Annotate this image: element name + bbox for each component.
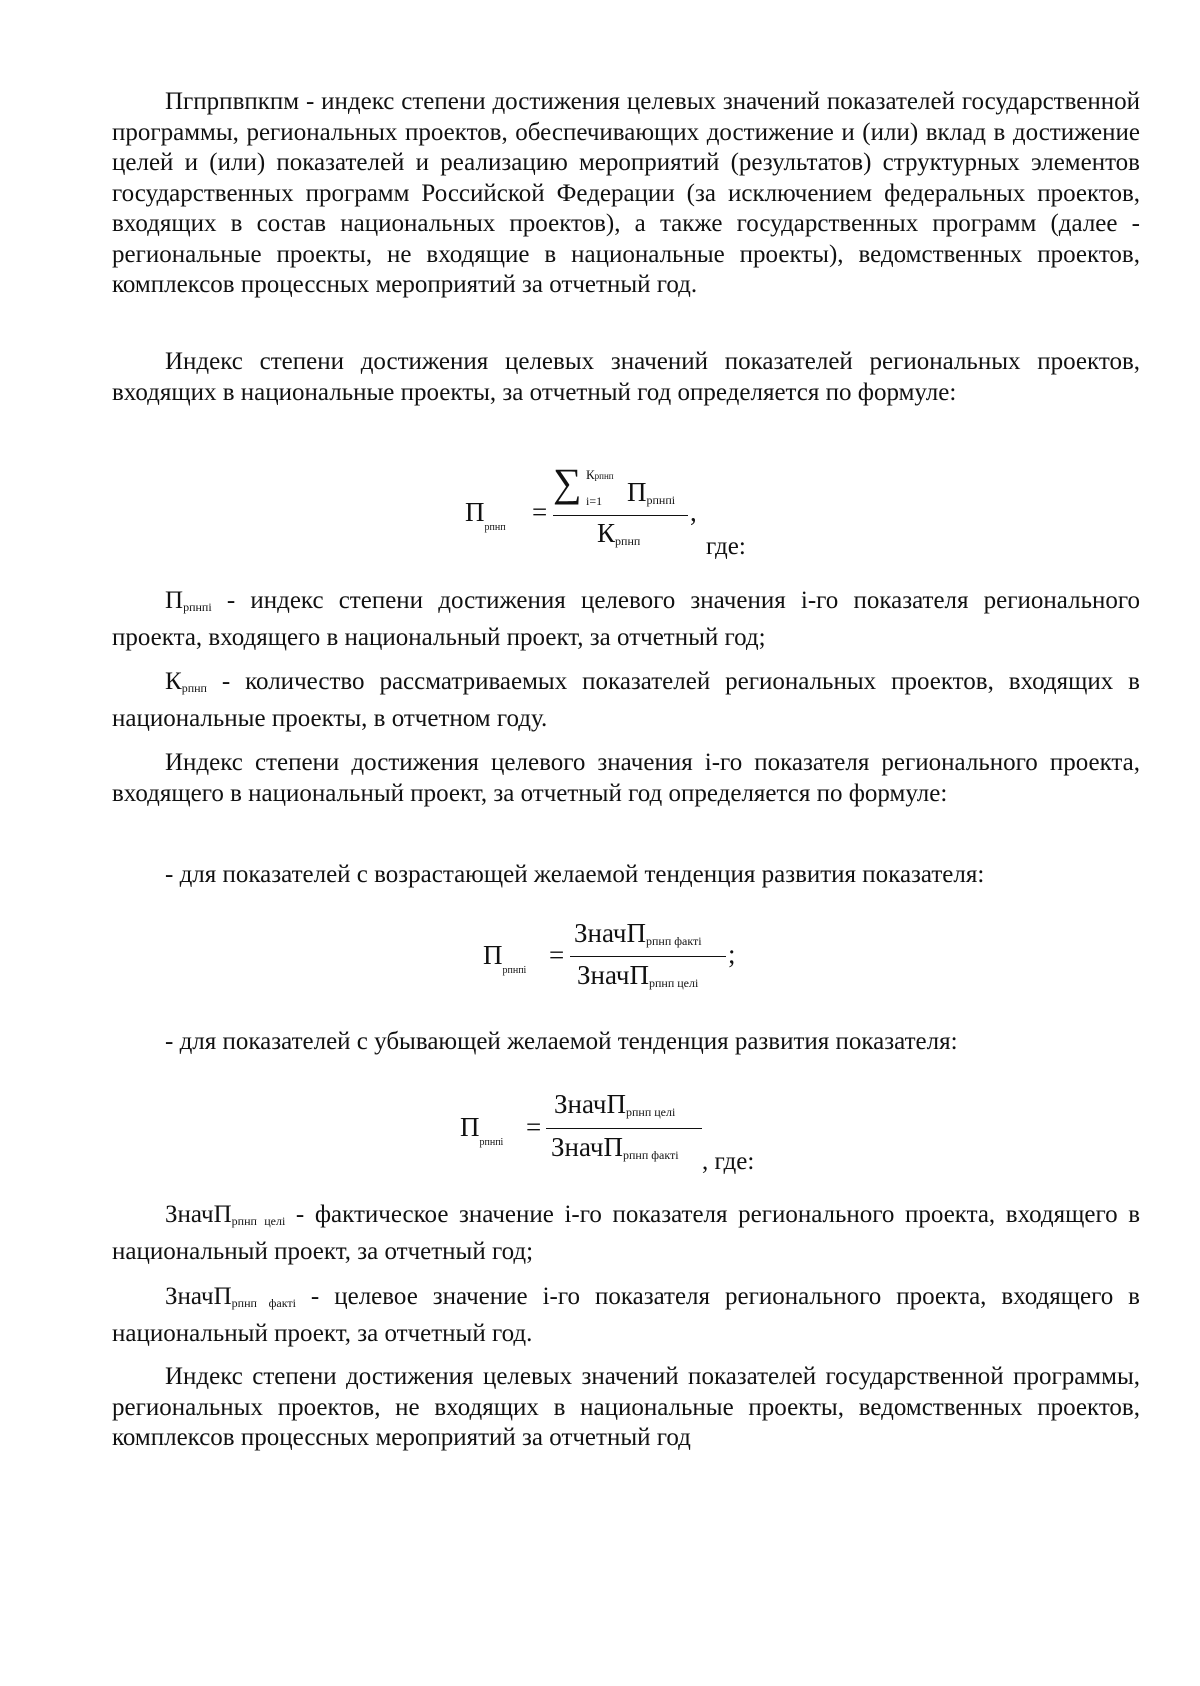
formula-3-where: , где:: [702, 1148, 755, 1175]
sum-upper: Крпнп: [586, 467, 614, 482]
paragraph-text: - для показателей с возрастающей желаемой тенденция развития показателя:: [165, 861, 985, 888]
paragraph-definition-znach-fakt: [112, 1282, 1140, 1349]
formula-1-denominator: $К_{рпнп}$: [597, 518, 641, 548]
numerator-term: $П_{рпнпі}$: [627, 477, 676, 507]
paragraph-text: - для показателей с убывающей желаемой тенденция развития показателя:: [165, 1028, 958, 1055]
sum-symbol: ∑: [553, 460, 582, 505]
paragraph-definition-znach-celi: [112, 1200, 1140, 1267]
formula-1-numerator: [553, 460, 676, 508]
term: ЗначП$_{рпнп целі}$: [165, 1201, 286, 1228]
paragraph-intro-formula-2: [112, 748, 1140, 809]
paragraph-intro-next: [112, 1362, 1140, 1454]
formula-3-numerator: ЗначП$_{рпнп целі}$: [554, 1089, 676, 1119]
paragraph-definition-index: [112, 87, 1140, 301]
term: $П_{рпнпі}$: [165, 587, 212, 614]
formula-2-equals: =: [549, 940, 565, 970]
formula-3-lhs: $П_{рпнпі}$: [460, 1112, 504, 1148]
paragraph-text: - целевое значение і-го показателя регионального проекта, входящего в национальный проект, за отчетный год.: [112, 1283, 1140, 1347]
fraction-line: [570, 956, 726, 957]
formula-2-semicolon: ;: [728, 939, 736, 969]
paragraph-intro-formula-1: [112, 347, 1140, 408]
formula-3-equals: =: [526, 1112, 542, 1142]
formula-1-lhs: $П_{рпнп}$: [465, 497, 506, 533]
formula-1-equals: =: [532, 497, 548, 527]
formula-1-comma: ,: [690, 497, 697, 527]
paragraph-text: Индекс степени достижения целевого значения і-го показателя регионального проекта, входящего в национальный проект, за отчетный год определяется по формуле:: [112, 749, 1140, 807]
paragraph-text: - фактическое значение і-го показателя регионального проекта, входящего в национальный проект, за отчетный год;: [112, 1201, 1140, 1265]
formula-2-denominator: ЗначП$_{рпнп целі}$: [577, 960, 699, 990]
formula-1-where: где:: [706, 533, 746, 560]
term: $К_{рпнп}$: [165, 668, 207, 695]
paragraph-text: - индекс степени достижения целевых значений показателей государственной программы, региональных проектов, обеспечивающих достижение и (или) вклад в достижение целей и (или) показателей и реализацию мероприятий (результатов) структурных элементов государственных программ Российской Федерации (за исключением федеральных проектов, входящих в состав национальных проектов), а также государственных программ (далее - региональные проекты, не входящие в национальные проекты), ведомственных проектов, комплексов процессных мероприятий за отчетный год.: [112, 88, 1140, 298]
paragraph-text: Индекс степени достижения целевых значений показателей региональных проектов, входящих в национальные проекты, за отчетный год определяется по формуле:: [112, 348, 1140, 406]
fraction-line: [553, 515, 688, 516]
formula-3-denominator: ЗначП$_{рпнп фактi}$: [551, 1132, 679, 1162]
paragraph-definition-k-rpnp: [112, 667, 1140, 734]
paragraph-decreasing-trend: [112, 1027, 1140, 1058]
paragraph-definition-p-rpnpi: [112, 586, 1140, 653]
formula-2-numerator: ЗначП$_{рпнп фактi}$: [574, 918, 702, 948]
paragraph-text: - индекс степени достижения целевого значения і-го показателя регионального проекта, входящего в национальный проект, за отчетный год;: [112, 587, 1140, 651]
term: Пгпрпвпкпм: [165, 88, 300, 115]
paragraph-text: Индекс степени достижения целевых значений показателей государственной программы, региональных проектов, не входящих в национальные проекты, ведомственных проектов, комплексов процессных мероприятий за отчетный год: [112, 1363, 1140, 1451]
formula-2-lhs: $П_{рпнпі}$: [483, 940, 527, 976]
paragraph-text: - количество рассматриваемых показателей региональных проектов, входящих в национальные проекты, в отчетном году.: [112, 668, 1140, 732]
fraction-line: [546, 1128, 702, 1129]
term: ЗначП$_{рпнп фактi}$: [165, 1283, 296, 1310]
sum-lower: i=1: [586, 494, 603, 508]
paragraph-increasing-trend: [112, 860, 1140, 891]
